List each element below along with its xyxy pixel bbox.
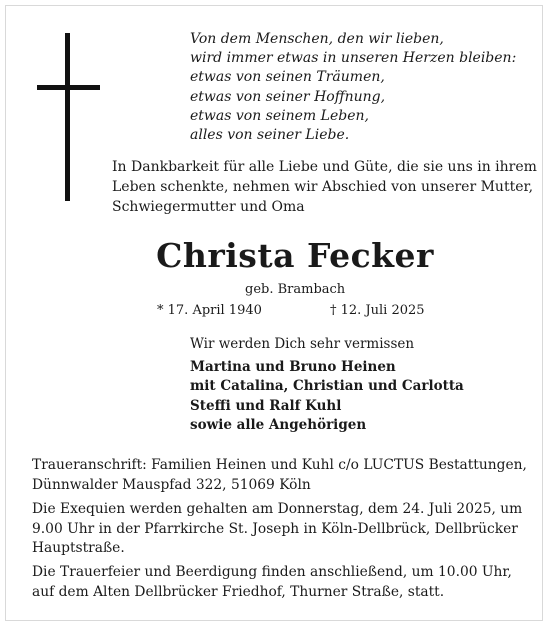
exequien-info	[32, 500, 542, 559]
funeral-line: Die Trauerfeier und Beerdigung finden anschließend, um 10.00 Uhr,	[32, 564, 512, 580]
poem-line: etwas von seinen Träumen,	[190, 69, 385, 86]
cross-vertical-beam	[65, 33, 70, 201]
poem-line: etwas von seiner Hoffnung,	[190, 88, 386, 105]
family-line: sowie alle Angehörigen	[190, 416, 367, 433]
mourning-address	[32, 456, 542, 495]
family-line: Martina und Bruno Heinen	[190, 359, 396, 375]
birth-date: * 17. April 1940	[157, 303, 262, 318]
intro-line: In Dankbarkeit für alle Liebe und Güte, die sie uns in ihrem	[112, 159, 537, 175]
poem-line: Von dem Menschen, den wir lieben,	[190, 31, 444, 47]
address-line: Dünnwalder Mauspfad 322, 51069 Köln	[32, 476, 311, 493]
exequien-line: Hauptstraße.	[32, 540, 125, 557]
intro-line: Leben schenkte, nehmen wir Abschied von unserer Mutter,	[112, 179, 534, 195]
farewell-text: Wir werden Dich sehr vermissen	[190, 336, 415, 352]
poem-line: etwas von seinem Leben,	[190, 107, 369, 124]
family-line: mit Catalina, Christian und Carlotta	[190, 378, 464, 395]
birth-name: geb. Brambach	[245, 282, 346, 297]
intro-line: Schwiegermutter und Oma	[112, 199, 305, 215]
family-line: Steffi und Ralf Kuhl	[190, 397, 342, 414]
cross-horizontal-beam	[37, 85, 100, 90]
funeral-info	[32, 563, 542, 602]
poem	[190, 30, 520, 145]
intro-text	[112, 157, 537, 217]
poem-line: alles von seiner Liebe.	[190, 127, 350, 144]
exequien-line: Die Exequien werden gehalten am Donnerstag, dem 24. Juli 2025, um	[32, 501, 523, 517]
deceased-name: Christa Fecker	[156, 236, 434, 275]
death-date: † 12. Juli 2025	[330, 303, 425, 318]
exequien-line: 9.00 Uhr in der Pfarrkirche St. Joseph in Köln-Dellbrück, Dellbrücker	[32, 520, 518, 537]
address-line: Traueranschrift: Familien Heinen und Kuhl c/o LUCTUS Bestattungen,	[32, 457, 527, 473]
poem-line: wird immer etwas in unseren Herzen bleiben:	[190, 50, 517, 67]
funeral-line: auf dem Alten Dellbrücker Friedhof, Thurner Straße, statt.	[32, 583, 445, 600]
family-list	[190, 358, 464, 435]
